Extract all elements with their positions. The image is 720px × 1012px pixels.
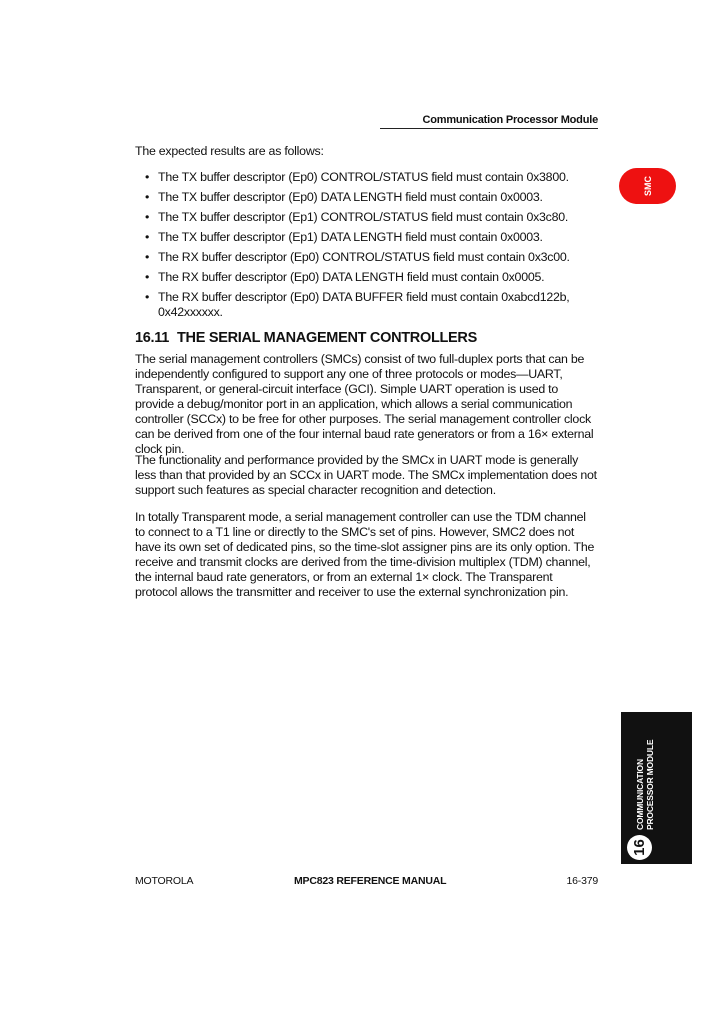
chapter-thumb-tab (621, 712, 692, 864)
list-item: • The RX buffer descriptor (Ep0) CONTROL/STATUS field must contain 0x3c00. (135, 250, 605, 265)
list-item: • The TX buffer descriptor (Ep0) DATA LENGTH field must contain 0x0003. (135, 190, 605, 205)
list-item: • The RX buffer descriptor (Ep0) DATA LENGTH field must contain 0x0005. (135, 270, 605, 285)
list-item: • The TX buffer descriptor (Ep1) DATA LENGTH field must contain 0x0003. (135, 230, 605, 245)
running-header-title: Communication Processor Module (422, 114, 598, 126)
section-title: THE SERIAL MANAGEMENT CONTROLLERS (177, 330, 477, 346)
section-heading (135, 330, 477, 346)
list-item: • The RX buffer descriptor (Ep0) DATA BUFFER field must contain 0xabcd122b, 0x42xxxxxx. (135, 290, 605, 320)
paragraph: In totally Transparent mode, a serial management controller can use the TDM channel to connect to a T1 line or directly to the SMC's set of pins. However, SMC2 does not have its own set of dedicated pins, so the time-slot assigner pins are its only option. The receive and transmit clocks are derived from the time-division multiplex (TDM) channel, the internal baud rate generators, or from an external 1× clock. The Transparent protocol allows the transmitter and receiver to use the external synchronization pin. (135, 510, 595, 599)
footer-manual-title: MPC823 REFERENCE MANUAL (294, 875, 447, 887)
chapter-number-badge (627, 835, 652, 860)
chapter-tab-line2: PROCESSOR MODULE (645, 739, 655, 830)
paragraph: The serial management controllers (SMCs) consist of two full-duplex ports that can be independently configured to support any one of three protocols or modes—UART, Transparent, or general-circuit interface (GCI). Simple UART operation is used to provide a debug/monitor port in an application, which allows a serial communication controller (SCCx) to be free for other purposes. The serial management controller clock can be derived from one of the four internal baud rate generators or from a 16× external clock pin. (135, 352, 594, 456)
intro-text: The expected results are as follows: (135, 144, 324, 158)
smc-tab-label: SMC (642, 176, 653, 196)
expected-results-list (135, 170, 605, 325)
list-item: • The TX buffer descriptor (Ep0) CONTROL/STATUS field must contain 0x3800. (135, 170, 605, 185)
footer-company: MOTOROLA (135, 875, 194, 887)
footer-page-number: 16-379 (566, 875, 598, 887)
header-rule (380, 128, 598, 129)
smc-thumb-tab (619, 168, 676, 204)
section-number: 16.11 (135, 330, 169, 346)
paragraph: The functionality and performance provided by the SMCx in UART mode is generally less than that provided by an SCCx in UART mode. The SMCx implementation does not support such features as special character recognition and detection. (135, 453, 597, 497)
chapter-number: 16 (631, 839, 648, 856)
chapter-tab-line1: COMMUNICATION (635, 759, 645, 830)
list-item: • The TX buffer descriptor (Ep1) CONTROL/STATUS field must contain 0x3c80. (135, 210, 605, 225)
chapter-tab-label (635, 740, 655, 830)
